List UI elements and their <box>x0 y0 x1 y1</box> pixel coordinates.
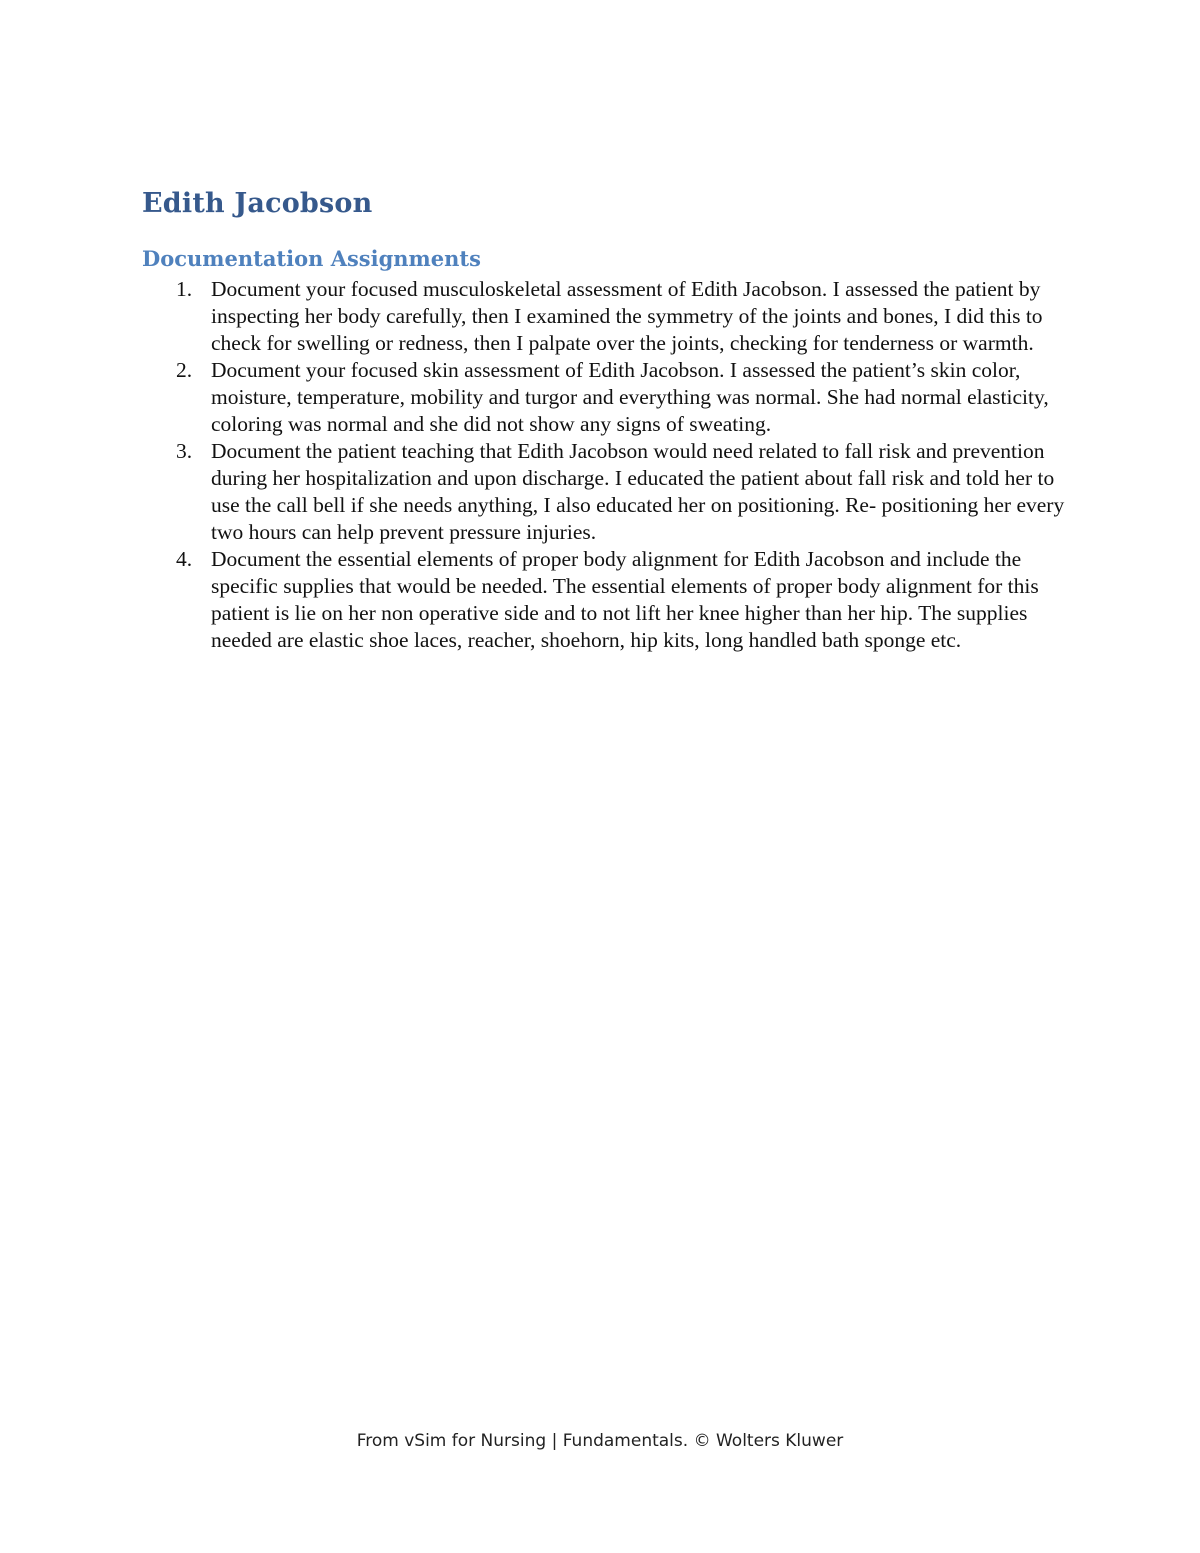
list-item-number: 2. <box>176 358 193 382</box>
list-item-number: 1. <box>176 277 193 301</box>
list-item <box>142 438 1072 546</box>
list-item-text: Document the patient teaching that Edith Jacobson would need related to fall risk and prevention during her hospitalization and upon discharge. I educated the patient about fall risk and told her to use the call bell if she needs anything, I also educated her on positioning. Re- positioning her every two hours can help prevent pressure injuries. <box>211 439 1065 544</box>
list-item-text: Document the essential elements of proper body alignment for Edith Jacobson and include the specific supplies that would be needed. The essential elements of proper body alignment for this patient is lie on her non operative side and to not lift her knee higher than her hip. The supplies needed are elastic shoe laces, reacher, shoehorn, hip kits, long handled bath sponge etc. <box>211 547 1039 652</box>
list-item <box>142 357 1072 438</box>
page-title: Edith Jacobson <box>142 188 373 219</box>
list-item-text: Document your focused skin assessment of Edith Jacobson. I assessed the patient’s skin color, moisture, temperature, mobility and turgor and everything was normal. She had normal elasticity, coloring was normal and she did not show any signs of sweating. <box>211 358 1049 436</box>
list-item-number: 4. <box>176 547 193 571</box>
page-footer: From vSim for Nursing | Fundamentals. © Wolters Kluwer <box>356 1431 844 1451</box>
list-item-number: 3. <box>176 439 193 463</box>
section-heading: Documentation Assignments <box>142 246 481 271</box>
assignment-list <box>142 276 1072 654</box>
list-item <box>142 276 1072 357</box>
list-item <box>142 546 1072 654</box>
list-item-text: Document your focused musculoskeletal assessment of Edith Jacobson. I assessed the patient by inspecting her body carefully, then I examined the symmetry of the joints and bones, I did this to check for swelling or redness, then I palpate over the joints, checking for tenderness or warmth. <box>211 277 1043 355</box>
